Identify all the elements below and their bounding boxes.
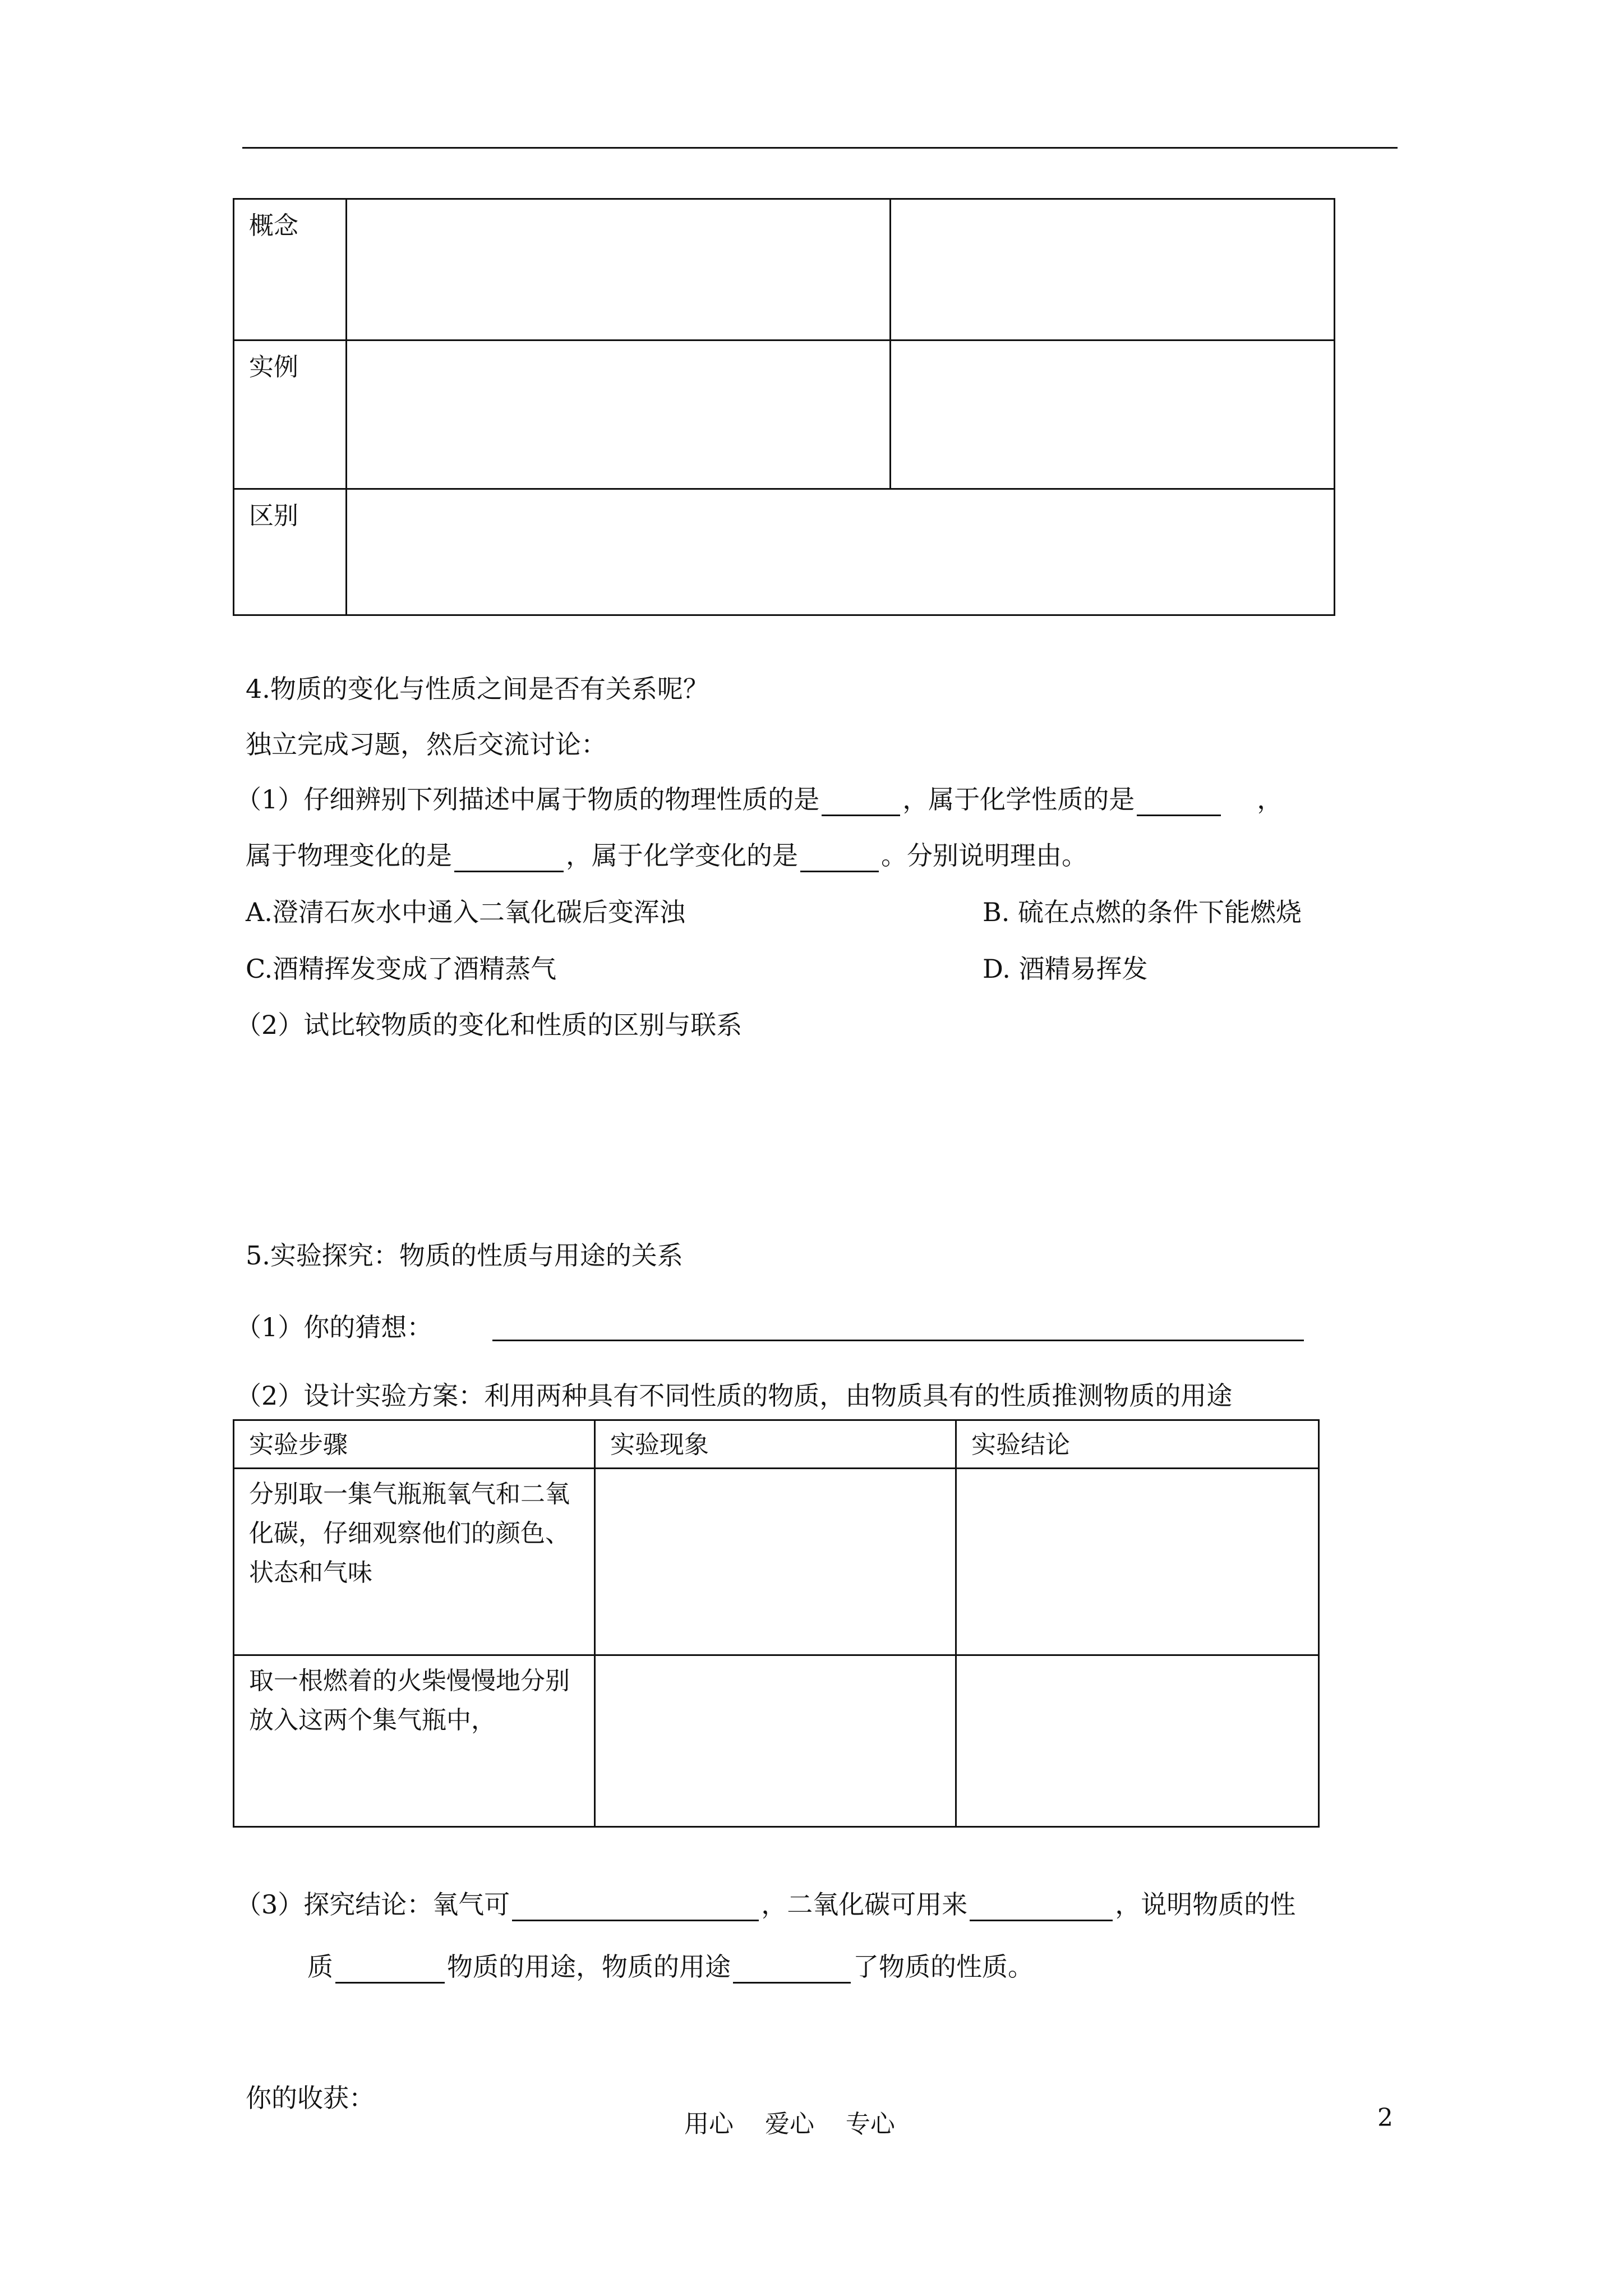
row-label: 区别 [234, 489, 347, 615]
table-cell [347, 199, 891, 341]
q5-p3-text: 了物质的性质。 [853, 1952, 1034, 1982]
option-b: B. 硫在点燃的条件下能燃烧 [983, 897, 1302, 927]
row-label: 概念 [234, 199, 347, 341]
table-cell [347, 489, 1335, 615]
answer-blank[interactable] [733, 1953, 851, 1984]
option-c: C.酒精挥发变成了酒精蒸气 [246, 954, 557, 984]
answer-blank[interactable] [800, 841, 879, 872]
guess-answer-line[interactable] [492, 1340, 1304, 1341]
option-a: A.澄清石灰水中通入二氧化碳后变浑浊 [246, 897, 685, 927]
q5-conclusion-line1 [236, 1888, 1295, 1921]
q5-title: 5.实验探究：物质的性质与用途的关系 [246, 1240, 683, 1271]
q5-design-plan: （2）设计实验方案：利用两种具有不同性质的物质，由物质具有的性质推测物质的用途 [236, 1381, 1233, 1411]
q5-p3-text: ，说明物质的性 [1115, 1889, 1296, 1920]
table-cell [891, 341, 1335, 489]
option-d: D. 酒精易挥发 [983, 954, 1148, 984]
header-rule [242, 147, 1398, 149]
page-number: 2 [1377, 2104, 1393, 2132]
q4-part2: （2）试比较物质的变化和性质的区别与联系 [236, 1010, 743, 1040]
step-cell: 取一根燃着的火柴慢慢地分别放入这两个集气瓶中， [234, 1655, 595, 1827]
q4-p1-text: ，属于化学变化的是 [566, 840, 798, 871]
q5-p3-text: 质 [307, 1952, 333, 1982]
answer-blank[interactable] [512, 1890, 759, 1921]
q4-intro: 独立完成习题，然后交流讨论： [246, 729, 607, 760]
answer-blank[interactable] [970, 1890, 1113, 1921]
q5-p3-text: （3）探究结论：氧气可 [236, 1889, 510, 1920]
table-cell [891, 199, 1335, 341]
q4-p1-text: 。分别说明理由。 [881, 840, 1087, 871]
harvest-label: 你的收获： [246, 2083, 375, 2113]
table-header-row [234, 1420, 1319, 1469]
observation-cell[interactable] [595, 1469, 956, 1655]
q5-guess-label: （1）你的猜想： [236, 1312, 433, 1342]
column-header: 实验现象 [595, 1420, 956, 1469]
table-row [234, 489, 1335, 615]
conclusion-cell[interactable] [956, 1655, 1319, 1827]
table-row [234, 199, 1335, 341]
answer-blank[interactable] [454, 841, 564, 872]
q4-p1-text: 属于物理变化的是 [246, 840, 452, 871]
step-cell: 分别取一集气瓶瓶氧气和二氧化碳，仔细观察他们的颜色、状态和气味 [234, 1469, 595, 1655]
table-cell [347, 341, 891, 489]
experiment-table [233, 1419, 1320, 1828]
concept-table [233, 198, 1335, 616]
answer-blank[interactable] [822, 785, 900, 816]
q5-p3-text: ，二氧化碳可用来 [761, 1889, 968, 1920]
conclusion-cell[interactable] [956, 1469, 1319, 1655]
q5-conclusion-line2 [307, 1950, 1034, 1984]
column-header: 实验结论 [956, 1420, 1319, 1469]
q4-part1-line1 [236, 783, 1283, 816]
answer-blank[interactable] [1137, 785, 1221, 816]
table-row [234, 341, 1335, 489]
q4-part1-line2 [246, 839, 1087, 872]
answer-blank[interactable] [335, 1953, 445, 1984]
observation-cell[interactable] [595, 1655, 956, 1827]
q4-p1-text: （1）仔细辨别下列描述中属于物质的物理性质的是 [236, 784, 820, 815]
column-header: 实验步骤 [234, 1420, 595, 1469]
table-row [234, 1469, 1319, 1655]
footer-motto: 用心 爱心 专心 [684, 2110, 895, 2138]
q5-p3-text: 物质的用途，物质的用途 [447, 1952, 731, 1982]
q4-p1-text: ， [1257, 784, 1283, 815]
q4-p1-text: ，属于化学性质的是 [902, 784, 1135, 815]
q4-title: 4.物质的变化与性质之间是否有关系呢？ [246, 674, 709, 704]
table-row [234, 1655, 1319, 1827]
row-label: 实例 [234, 341, 347, 489]
